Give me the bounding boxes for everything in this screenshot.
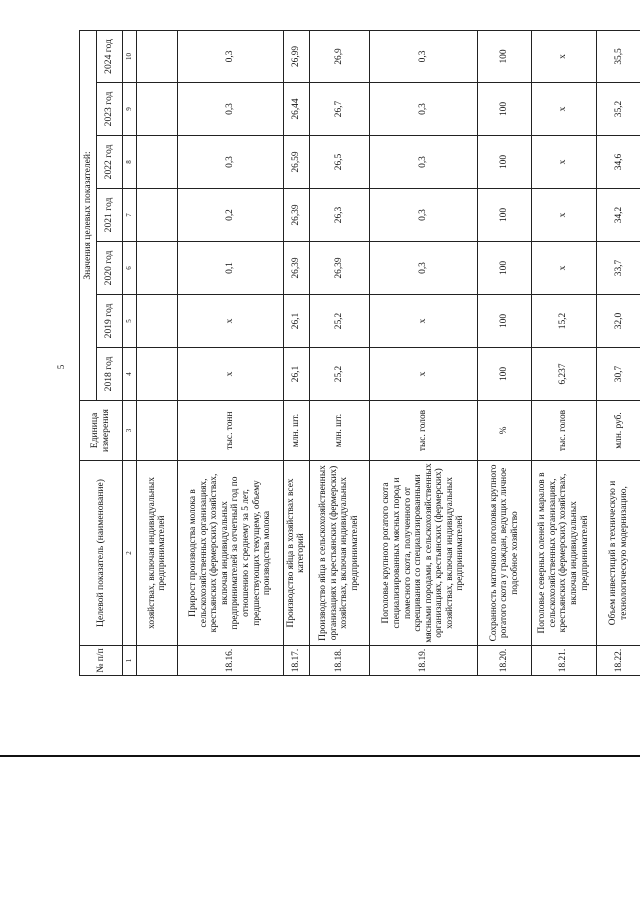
table-row [309,30,369,675]
row-value: x [178,295,284,348]
row-num: 18.16. [178,646,284,676]
row-value: x [531,83,596,136]
row-value [137,30,178,82]
row-value: 0,3 [370,30,478,82]
row-value: 26,99 [283,30,309,82]
row-value: 0,2 [178,189,284,242]
row-name: Производство яйца в сельскохозяйственных организациях и крестьянских (фермерских) хозяйствах, включая индивидуальных предпринимателей [309,461,369,646]
column-number: 9 [123,83,137,136]
row-name: Прирост производства молока в сельскохозяйственных организациях, крестьянских (фермерских) хозяйствах, включая индивидуальных предпринимателей за отчетный год по отношению к среднему за 5 лет, предшествующих текущему, объему производства молока [178,461,284,646]
row-name: Поголовье крупного рогатого скота специализированных мясных пород и помесного скота, полученного от скрещивания со специализированными мясными породами, в сельскохозяйственных организациях, крестьянских (фермерских) хозяйствах, включая индивидуальных предпринимателей [370,461,478,646]
table-row [283,30,309,675]
row-unit: млн. руб. [596,401,640,461]
row-name: Сохранность маточного поголовья крупного рогатого скота у граждан, ведущих личное подсобное хозяйство [477,461,531,646]
row-unit: млн. шт. [309,401,369,461]
header-num: № п/п [80,646,123,676]
row-value: 26,9 [309,30,369,82]
column-number: 7 [123,189,137,242]
row-value: 100 [477,242,531,295]
row-unit: млн. шт. [283,401,309,461]
header-year: 2018 год [97,348,123,401]
row-value: 0,3 [370,83,478,136]
row-value: 15,2 [531,295,596,348]
table-row [596,30,640,675]
row-value: 0,3 [370,136,478,189]
row-num: 18.20. [477,646,531,676]
row-value [137,136,178,189]
column-number: 10 [123,30,137,82]
column-number: 2 [123,461,137,646]
page-divider [0,755,640,757]
row-value: 26,1 [283,348,309,401]
row-value: 0,3 [178,83,284,136]
row-value: 35,2 [596,83,640,136]
row-num: 18.17. [283,646,309,676]
column-number: 3 [123,401,137,461]
row-num: 18.18. [309,646,369,676]
row-value: 26,39 [283,189,309,242]
row-value: 100 [477,348,531,401]
header-year: 2024 год [97,30,123,82]
row-value: 26,3 [309,189,369,242]
row-name: хозяйствах, включая индивидуальных предпринимателей [137,461,178,646]
header-targets-group: Значения целевых показателей: [80,30,97,400]
row-value: 33,7 [596,242,640,295]
row-value: x [370,295,478,348]
row-value [137,189,178,242]
header-year: 2022 год [97,136,123,189]
row-unit: % [477,401,531,461]
header-unit: Единица измерения [80,401,123,461]
header-year: 2020 год [97,242,123,295]
row-value: 32,0 [596,295,640,348]
row-value: 6,237 [531,348,596,401]
row-value [137,242,178,295]
table-row [137,30,178,675]
row-num: 18.22. [596,646,640,676]
table-row [370,30,478,675]
row-name: Объем инвестиций в техническую и технологическую модернизацию, [596,461,640,646]
row-value: 26,39 [309,242,369,295]
header-year: 2019 год [97,295,123,348]
row-num [137,646,178,676]
column-number: 6 [123,242,137,295]
row-value [137,83,178,136]
row-value: 26,7 [309,83,369,136]
column-number: 5 [123,295,137,348]
row-value [137,295,178,348]
row-value: 100 [477,30,531,82]
row-unit: тыс. голов [531,401,596,461]
rotated-table-container [79,31,640,676]
row-value: x [531,30,596,82]
row-value: x [531,242,596,295]
row-value: 35,5 [596,30,640,82]
row-value: x [531,136,596,189]
column-number: 8 [123,136,137,189]
row-num: 18.21. [531,646,596,676]
row-value: 25,2 [309,348,369,401]
row-unit: тыс. тонн [178,401,284,461]
column-number-row [123,30,137,675]
row-value: 25,2 [309,295,369,348]
row-value [137,348,178,401]
row-value: x [370,348,478,401]
row-value: 0,3 [178,136,284,189]
table-row [477,30,531,675]
row-value: 0,3 [370,242,478,295]
row-value: 26,39 [283,242,309,295]
row-value: 26,44 [283,83,309,136]
row-value: 26,5 [309,136,369,189]
row-value: 100 [477,189,531,242]
row-value: 0,1 [178,242,284,295]
row-value: 100 [477,295,531,348]
table-row [178,30,284,675]
column-number: 1 [123,646,137,676]
row-name: Производство яйца в хозяйствах всех категорий [283,461,309,646]
row-value: 26,59 [283,136,309,189]
column-number: 4 [123,348,137,401]
page-number: 5 [56,364,66,370]
row-value: x [531,189,596,242]
row-value: 34,6 [596,136,640,189]
header-year: 2021 год [97,189,123,242]
row-value: x [178,348,284,401]
target-indicators-table [79,30,640,676]
row-value: 26,1 [283,295,309,348]
row-value: 30,7 [596,348,640,401]
row-value: 0,3 [370,189,478,242]
row-unit: тыс. голов [370,401,478,461]
table-row [531,30,596,675]
row-value: 0,3 [178,30,284,82]
row-name: Поголовье северных оленей и маралов в сельскохозяйственных организациях, крестьянских (фермерских) хозяйствах, включая индивидуальных предпринимателей [531,461,596,646]
header-year: 2023 год [97,83,123,136]
row-num: 18.19. [370,646,478,676]
header-indicator: Целевой показатель (наименование) [80,461,123,646]
row-value: 100 [477,83,531,136]
row-value: 34,2 [596,189,640,242]
row-value: 100 [477,136,531,189]
row-unit [137,401,178,461]
